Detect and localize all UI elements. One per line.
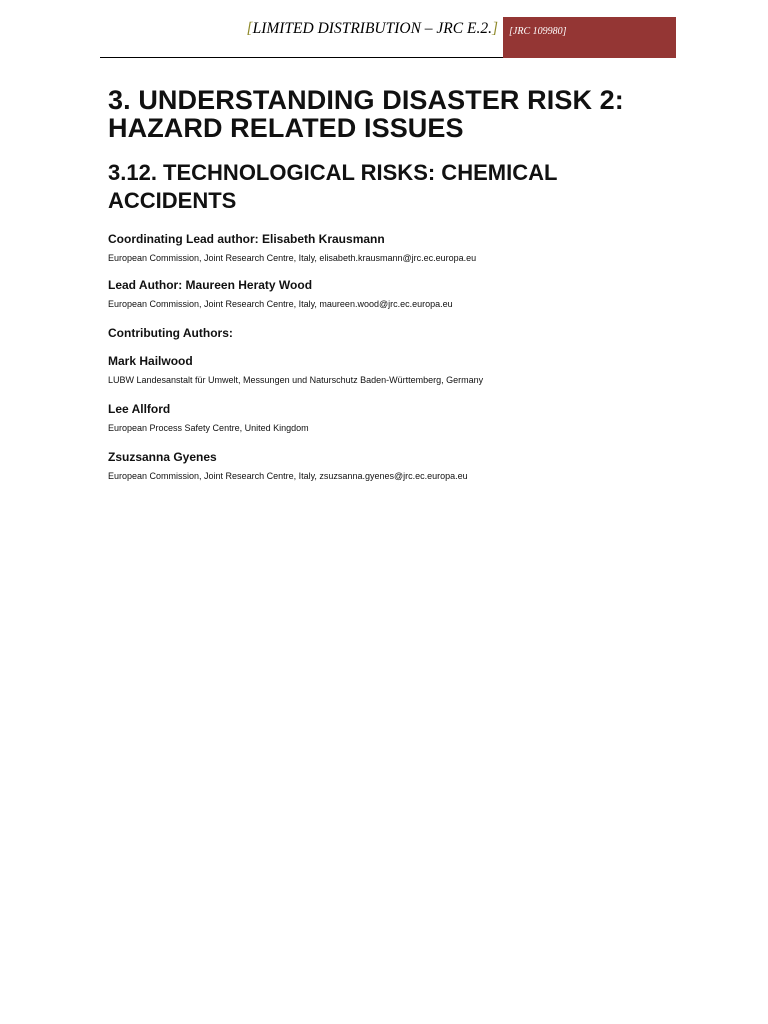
header-bracket-open: [	[246, 20, 253, 37]
contributor-name: Zsuzsanna Gyenes	[108, 450, 217, 464]
section-title	[108, 159, 708, 215]
header-rule	[100, 57, 503, 58]
contributor-affiliation: European Process Safety Centre, United Kingdom	[108, 423, 309, 433]
header-bracket-close: ]	[491, 20, 498, 37]
coordinating-lead-author: Coordinating Lead author: Elisabeth Krausmann	[108, 232, 385, 246]
distribution-label: LIMITED DISTRIBUTION – JRC E.2.	[252, 20, 492, 37]
lead-author: Lead Author: Maureen Heraty Wood	[108, 278, 313, 292]
contributor-affiliation: European Commission, Joint Research Centre, Italy, zsuzsanna.gyenes@jrc.ec.europa.eu	[108, 471, 468, 481]
chapter-title-line2: HAZARD RELATED ISSUES	[108, 113, 464, 143]
coordinating-lead-affiliation: European Commission, Joint Research Centre, Italy, elisabeth.krausmann@jrc.ec.europa.eu	[108, 253, 477, 263]
lead-author-affiliation: European Commission, Joint Research Centre, Italy, maureen.wood@jrc.ec.europa.eu	[108, 299, 453, 309]
distribution-header	[100, 20, 498, 38]
chapter-title	[108, 86, 708, 142]
contributing-authors-heading: Contributing Authors:	[108, 326, 233, 340]
report-id: [JRC 109980]	[509, 26, 567, 37]
chapter-title-line1: 3. UNDERSTANDING DISASTER RISK 2:	[108, 85, 624, 115]
report-id-box	[503, 17, 676, 58]
section-title-line1: 3.12. TECHNOLOGICAL RISKS: CHEMICAL	[108, 160, 558, 185]
main-content	[108, 86, 708, 482]
section-title-line2: ACCIDENTS	[108, 188, 237, 213]
contributor-name: Mark Hailwood	[108, 354, 193, 368]
contributor-affiliation: LUBW Landesanstalt für Umwelt, Messungen und Naturschutz Baden-Württemberg, Germany	[108, 375, 484, 385]
contributor-name: Lee Allford	[108, 402, 171, 416]
